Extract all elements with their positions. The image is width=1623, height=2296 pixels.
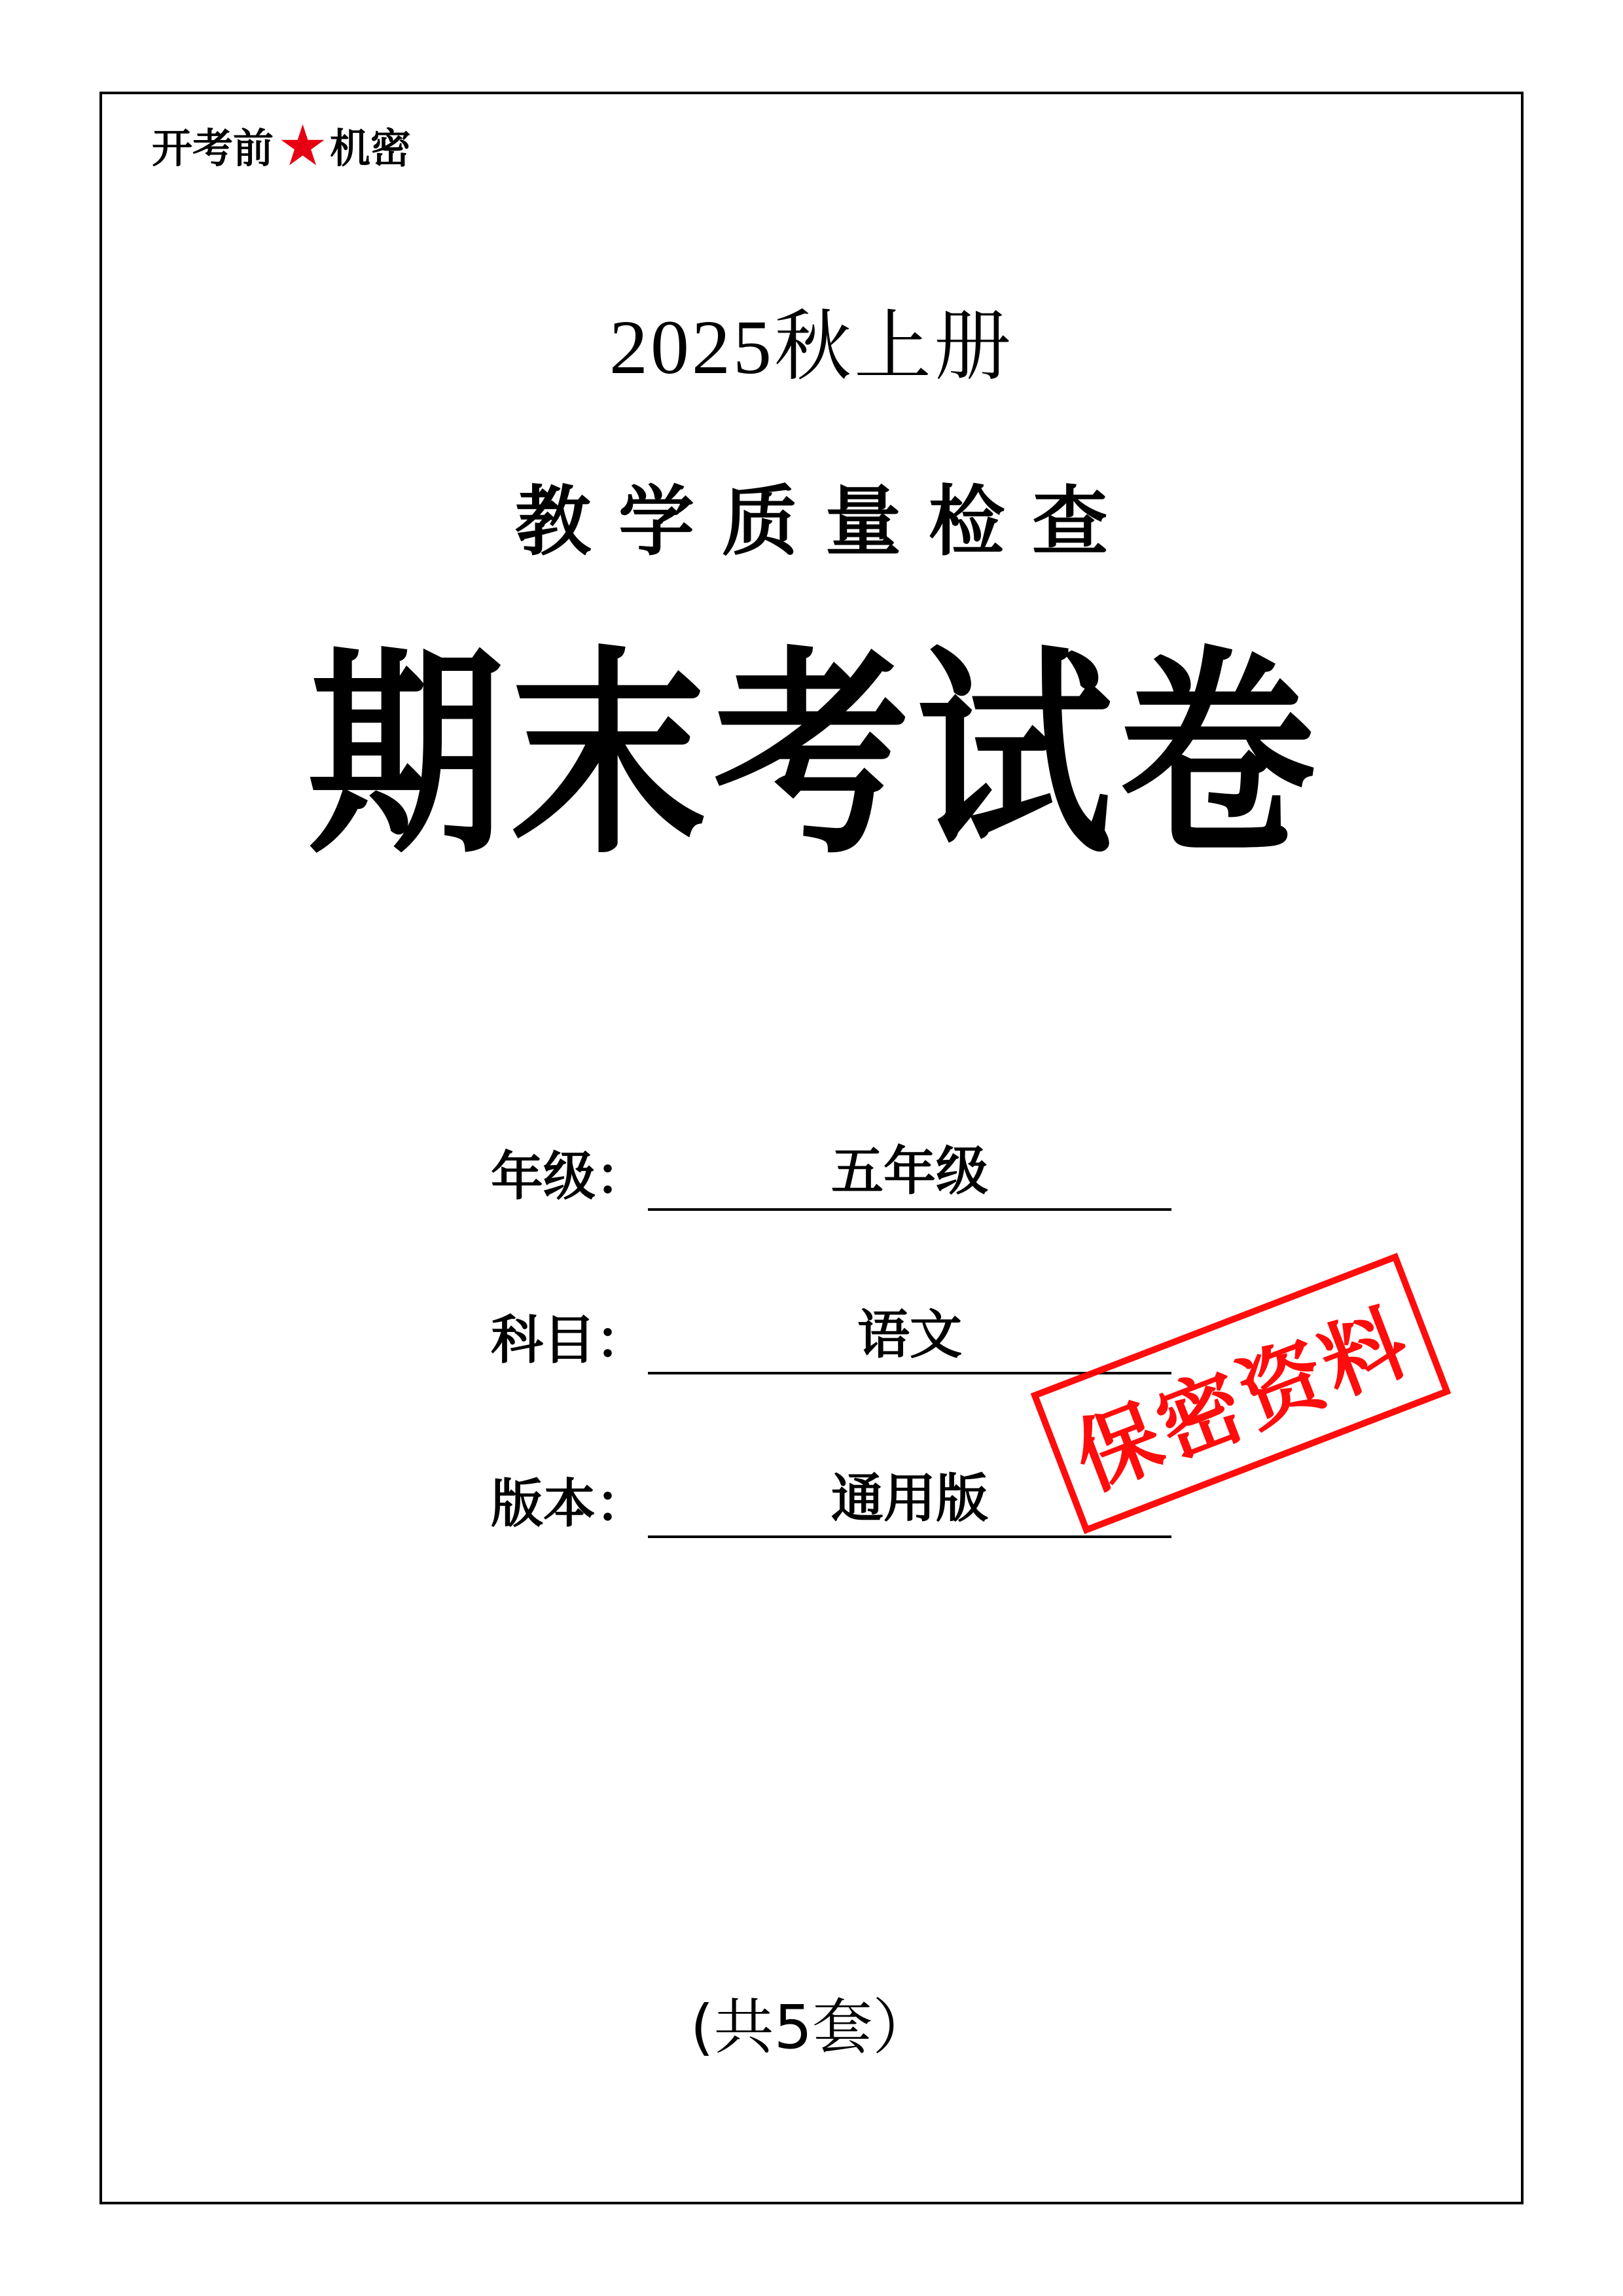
field-row-edition — [102, 1469, 1521, 1632]
title-year: 2025秋上册 — [609, 304, 1014, 390]
field-value-subject: 语文 — [857, 1304, 962, 1365]
field-value-edition: 通用版 — [831, 1468, 988, 1529]
confidential-prefix: 开考前 — [152, 124, 274, 172]
field-label-grade: 年级： — [491, 1146, 648, 1207]
field-blank-subject — [648, 1305, 1171, 1374]
field-label-edition: 版本： — [491, 1473, 648, 1534]
confidential-notice — [152, 113, 412, 179]
page-title: 期末考试卷 — [308, 628, 1322, 884]
confidential-suffix: 机密 — [330, 124, 412, 172]
field-label-subject: 科目： — [491, 1310, 648, 1371]
field-value-grade: 五年级 — [831, 1141, 988, 1202]
set-count-note: (共5套） — [690, 1992, 933, 2062]
cover-border-frame — [99, 92, 1524, 2204]
field-row-grade — [102, 1141, 1521, 1305]
confidential-stamp: 保密资料 — [1031, 1253, 1452, 1534]
star-icon: ★ — [277, 113, 329, 179]
field-blank-grade — [648, 1141, 1171, 1211]
title-subtitle: 教学质量检查 — [515, 478, 1135, 566]
